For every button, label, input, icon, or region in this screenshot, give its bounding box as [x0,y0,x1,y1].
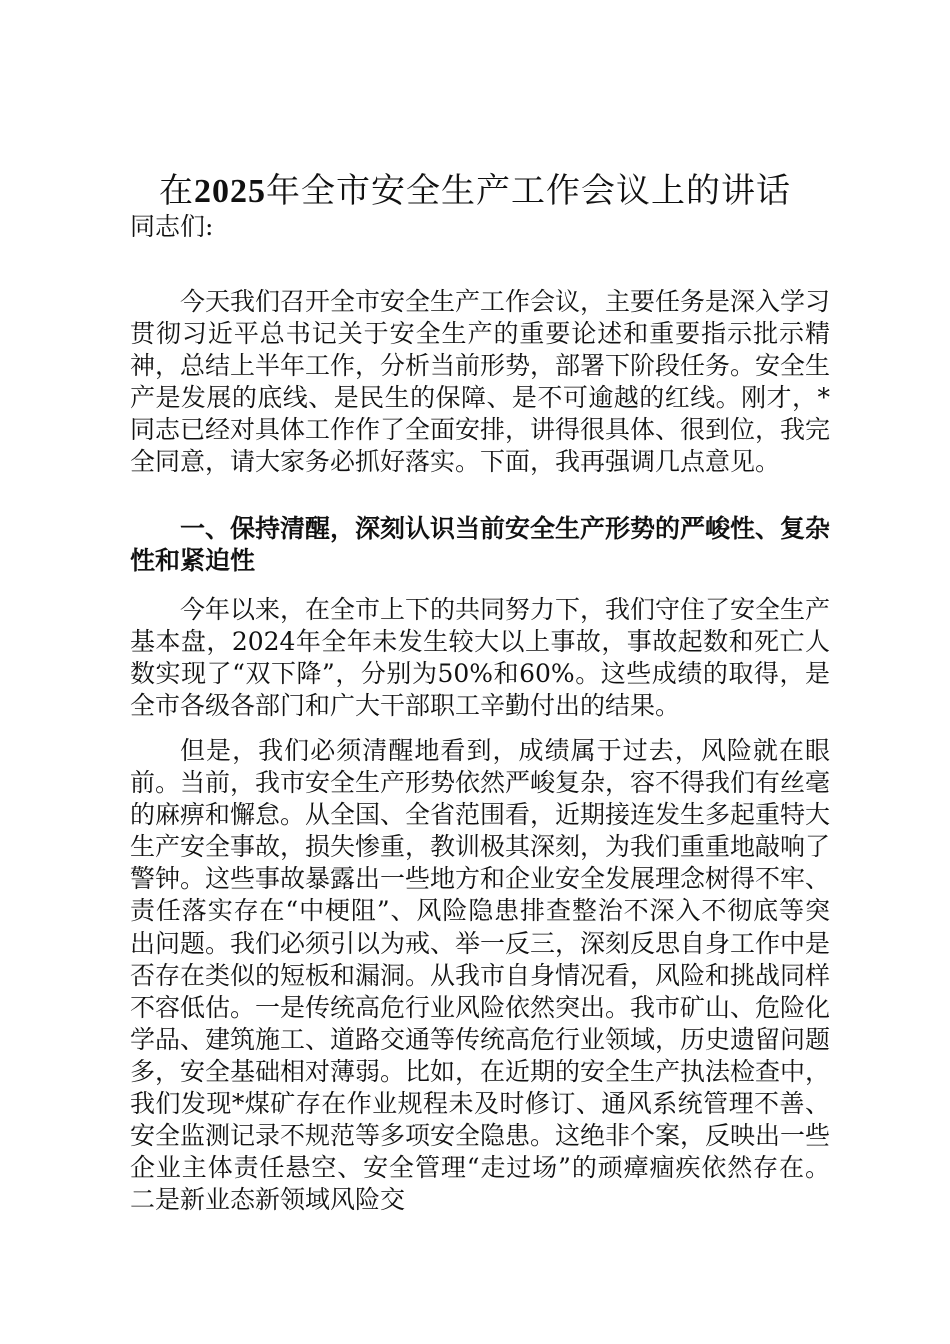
paragraph-risks: 但是，我们必须清醒地看到，成绩属于过去，风险就在眼前。当前，我市安全生产形势依然严峻复杂，容不得我们有丝毫的麻痹和懈怠。从全国、全省范围看，近期接连发生多起重特大生产安全事故，损失惨重，教训极其深刻，为我们重重地敲响了警钟。这些事故暴露出一些地方和企业安全发展理念树得不牢、责任落实存在“中梗阻”、风险隐患排查整治不深入不彻底等突出问题。我们必须引以为戒、举一反三，深刻反思自身工作中是否存在类似的短板和漏洞。从我市自身情况看，风险和挑战同样不容低估。一是传统高危行业风险依然突出。我市矿山、危险化学品、建筑施工、道路交通等传统高危行业领域，历史遗留问题多，安全基础相对薄弱。比如，在近期的安全生产执法检查中，我们发现*煤矿存在作业规程未及时修订、通风系统管理不善、安全监测记录不规范等多项安全隐患。这绝非个案，反映出一些企业主体责任悬空、安全管理“走过场”的顽瘴痼疾依然存在。二是新业态新领域风险交 [130,736,831,1215]
title-prefix: 在 [159,171,194,211]
title-year: 2025 [194,173,266,210]
section-heading-1: 一、保持清醒，深刻认识当前安全生产形势的严峻性、复杂性和紧迫性 [130,514,831,576]
title-suffix: 年全市安全生产工作会议上的讲话 [266,171,791,211]
greeting: 同志们: [130,212,214,241]
paragraph-intro: 今天我们召开全市安全生产工作会议，主要任务是深入学习贯彻习近平总书记关于安全生产的重要论述和重要指示批示精神，总结上半年工作，分析当前形势，部署下阶段任务。安全生产是发展的底线、是民生的保障、是不可逾越的红线。刚才，*同志已经对具体工作作了全面安排，讲得很具体、很到位，我完全同意，请大家务必抓好落实。下面，我再强调几点意见。 [130,287,831,477]
paragraph-achievements: 今年以来，在全市上下的共同努力下，我们守住了安全生产基本盘，2024年全年未发生较大以上事故，事故起数和死亡人数实现了“双下降”，分别为50%和60%。这些成绩的取得，是全市各级各部门和广大干部职工辛勤付出的结果。 [130,595,831,721]
